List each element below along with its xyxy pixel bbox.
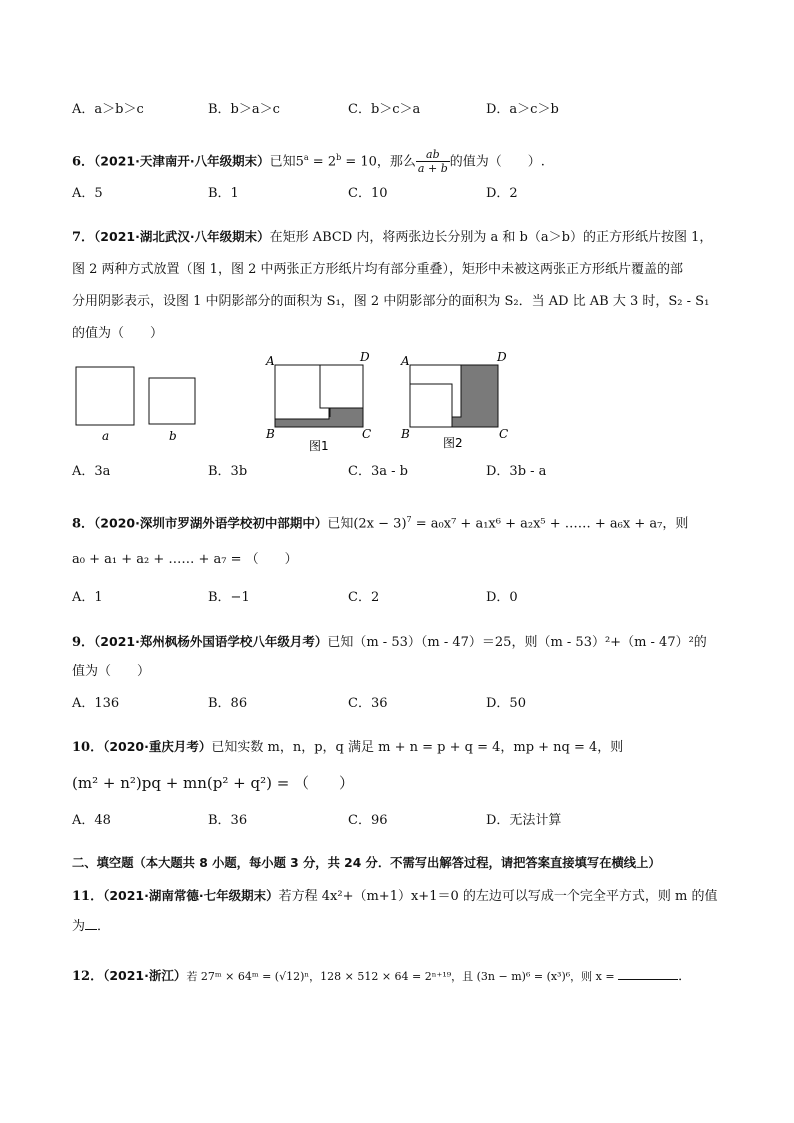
option-c: C．96 bbox=[348, 813, 388, 828]
q12-answer-blank[interactable] bbox=[618, 967, 678, 980]
option-c: C．b＞c＞a bbox=[348, 102, 421, 117]
q10-source: （2020·重庆月考） bbox=[103, 739, 212, 754]
option-b: B．86 bbox=[208, 696, 248, 711]
q11-text-2: 为 bbox=[72, 919, 86, 934]
q6-text-4: 的值为（ ）. bbox=[449, 154, 545, 170]
q6-number: 6． bbox=[72, 154, 95, 170]
q6-fraction bbox=[416, 148, 450, 175]
option-c: C．10 bbox=[348, 186, 388, 201]
q6-stem bbox=[72, 148, 545, 175]
fig1-B: B bbox=[266, 427, 275, 441]
fig1-D: D bbox=[360, 350, 370, 364]
option-a: A．136 bbox=[72, 696, 120, 711]
q6-source: （2021·天津南开·八年级期末） bbox=[94, 153, 270, 169]
option-d: D．3b - a bbox=[486, 464, 547, 479]
option-b: B．3b bbox=[208, 464, 248, 479]
fig2-B: B bbox=[401, 427, 410, 441]
fig2-C: C bbox=[499, 427, 509, 441]
q11-line-2 bbox=[72, 917, 110, 937]
fig2-shade-right bbox=[461, 365, 498, 427]
q6-text-3: = 10，那么 bbox=[341, 154, 416, 170]
option-a: A．48 bbox=[72, 813, 111, 828]
q9-text-1: 已知（m - 53）（m - 47）＝25，则（m - 53）²+（m - 47）²的 bbox=[327, 635, 707, 650]
fig2-shade-bottom bbox=[452, 417, 461, 427]
q6-text-1: 已知5 bbox=[269, 154, 304, 170]
q12-end: ． bbox=[678, 969, 692, 984]
q10-options bbox=[72, 811, 752, 831]
q11-line-1 bbox=[72, 886, 717, 907]
q8-text-2: = a₀x⁷ + a₁x⁶ + a₂x⁵ + …… + a₆x + a₇，则 bbox=[411, 516, 689, 532]
q9-source: （2021·郑州枫杨外国语学校八年级月考） bbox=[94, 634, 328, 649]
q7-text-1: 在矩形 ABCD 内，将两张边长分别为 a 和 b（a＞b）的正方形纸片按图 1， bbox=[269, 230, 713, 245]
option-d: D．无法计算 bbox=[486, 813, 562, 828]
q6-frac-den: a + b bbox=[417, 162, 448, 176]
option-c: C．3a - b bbox=[348, 464, 408, 479]
option-b: B．1 bbox=[208, 186, 239, 201]
q9-number: 9． bbox=[72, 635, 95, 650]
q7-source: （2021·湖北武汉·八年级期末） bbox=[94, 229, 270, 244]
option-a: A．3a bbox=[72, 464, 111, 479]
q8-number: 8． bbox=[72, 516, 95, 532]
q9-line-2: 值为（ ） bbox=[72, 664, 151, 679]
q11-source: （2021·湖南常德·七年级期末） bbox=[103, 888, 279, 903]
q10-number: 10． bbox=[72, 740, 104, 755]
q7-line-2: 图 2 两种方式放置（图 1，图 2 中两张正方形纸片均有部分重叠），矩形中未被这两张正方形纸片覆盖的部 bbox=[72, 262, 683, 277]
q6-frac-num: ab bbox=[416, 148, 450, 162]
option-d: D．50 bbox=[486, 696, 526, 711]
label-b: b bbox=[169, 429, 177, 443]
option-c: C．2 bbox=[348, 590, 380, 605]
fig1-caption: 图1 bbox=[309, 439, 329, 453]
q9-line-1 bbox=[72, 632, 707, 653]
q12-number: 12． bbox=[72, 969, 104, 984]
q7-options bbox=[72, 462, 752, 482]
q10-line-1 bbox=[72, 737, 623, 758]
option-b: B．b＞a＞c bbox=[208, 102, 280, 117]
q11-text-1: 若方程 4x²+（m+1）x+1＝0 的左边可以写成一个完全平方式，则 m 的值 bbox=[278, 889, 718, 904]
q10-text-1: 已知实数 m，n，p，q 满足 m + n = p + q = 4，mp + nq = 4，则 bbox=[211, 740, 624, 755]
q12-text-1: 若 27ᵐ × 64ᵐ = (√12)ⁿ，128 × 512 × 64 = 2ⁿ⁺¹⁹，且 (3n − m)⁶ = (x³)⁶，则 x = bbox=[186, 970, 619, 983]
figure-1 bbox=[265, 350, 371, 453]
q8-options bbox=[72, 588, 752, 608]
q8-line-1 bbox=[72, 510, 688, 534]
option-b: B．−1 bbox=[208, 590, 250, 605]
q8-source: （2020·深圳市罗湖外语学校初中部期中） bbox=[94, 515, 328, 531]
fig2-square-b bbox=[410, 384, 452, 427]
q6-sup-1: a bbox=[303, 153, 309, 162]
q8-text-1: 已知(2x − 3) bbox=[327, 516, 407, 532]
q11-answer-blank[interactable] bbox=[85, 917, 97, 930]
q6-sup-2: b bbox=[336, 153, 342, 162]
option-d: D．2 bbox=[486, 186, 518, 201]
q5-options bbox=[72, 100, 752, 120]
q7-line-4: 的值为（ ） bbox=[72, 326, 164, 341]
fig2-A: A bbox=[401, 354, 410, 368]
option-d: D．a＞c＞b bbox=[486, 102, 559, 117]
option-b: B．36 bbox=[208, 813, 248, 828]
q7-line-1 bbox=[72, 227, 712, 248]
option-a: A．a＞b＞c bbox=[72, 102, 144, 117]
q11-end: ． bbox=[97, 919, 111, 934]
label-a: a bbox=[102, 429, 110, 443]
option-c: C．36 bbox=[348, 696, 388, 711]
q7-line-3: 分用阴影表示，设图 1 中阴影部分的面积为 S₁，图 2 中阴影部分的面积为 S₂．当 AD 比 AB 大 3 时，S₂ - S₁ bbox=[72, 294, 710, 309]
fig1-C: C bbox=[362, 427, 372, 441]
section-heading-fill-blank: 二、填空题（本大题共 8 小题，每小题 3 分，共 24 分．不需写出解答过程，请把答案直接填写在横线上） bbox=[72, 856, 661, 870]
q10-line-2: (m² + n²)pq + mn(p² + q²) = （ ） bbox=[72, 774, 355, 792]
q12-line-1 bbox=[72, 966, 691, 987]
fig2-D: D bbox=[497, 350, 507, 364]
q7-number: 7． bbox=[72, 230, 95, 245]
q9-options bbox=[72, 694, 752, 714]
square-b bbox=[149, 378, 195, 424]
square-a bbox=[76, 367, 134, 425]
q8-sup: 7 bbox=[406, 515, 412, 524]
fig1-A: A bbox=[266, 354, 275, 368]
option-d: D．0 bbox=[486, 590, 518, 605]
figure-2 bbox=[400, 350, 508, 450]
option-a: A．5 bbox=[72, 186, 103, 201]
fig2-caption: 图2 bbox=[443, 436, 463, 450]
q12-source: （2021·浙江） bbox=[103, 968, 187, 983]
q6-text-2: = 2 bbox=[308, 154, 337, 170]
option-a: A．1 bbox=[72, 590, 103, 605]
q11-number: 11． bbox=[72, 889, 104, 904]
fig1-square-b bbox=[320, 365, 363, 408]
q7-figures bbox=[60, 345, 580, 455]
q6-options bbox=[72, 184, 752, 204]
q8-line-2: a₀ + a₁ + a₂ + …… + a₇ = （ ） bbox=[72, 552, 298, 567]
